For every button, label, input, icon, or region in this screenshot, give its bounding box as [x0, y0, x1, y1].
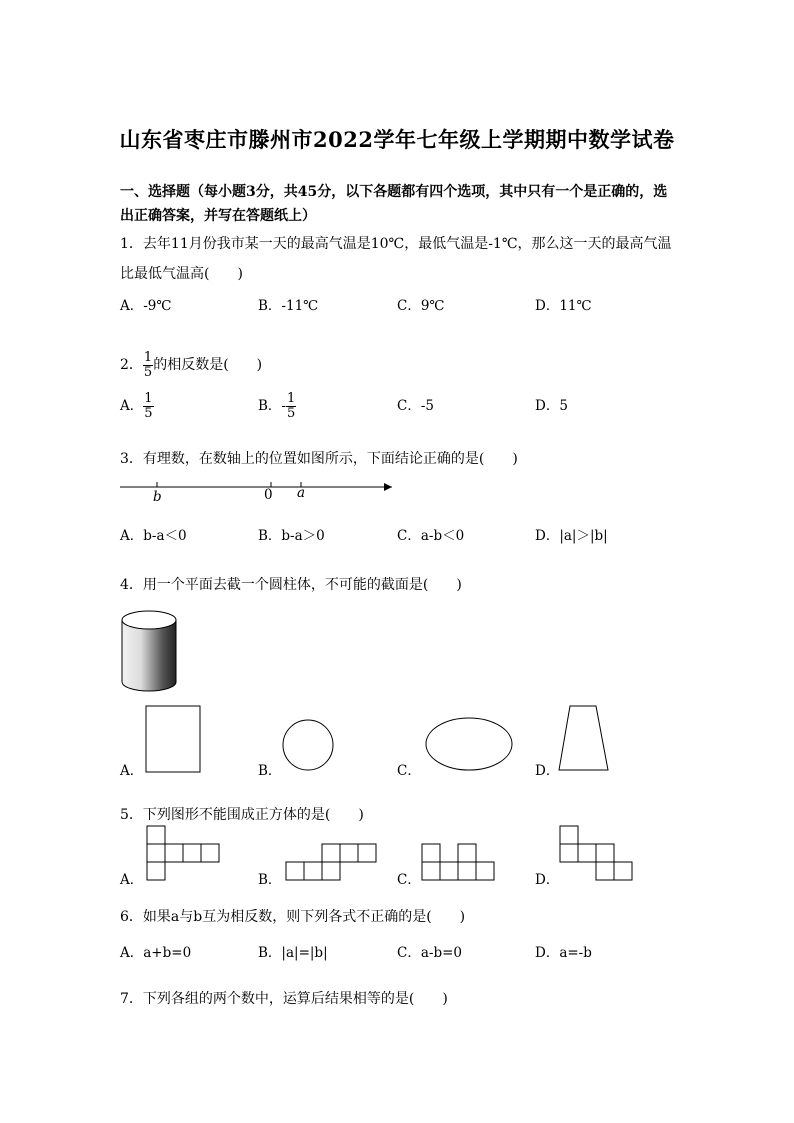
question-5-options	[120, 868, 680, 892]
axis-label-b: b	[153, 489, 162, 505]
question-6-options	[120, 941, 680, 965]
option-c: C．a-b=0	[397, 945, 462, 961]
option-d: D．5	[535, 398, 568, 414]
option-b: B．	[258, 872, 282, 888]
option-a: A．	[120, 872, 144, 888]
option-b: B．b-a＞0	[258, 528, 325, 544]
option-d: D．	[535, 872, 560, 888]
axis-label-zero: 0	[264, 487, 273, 503]
option-b: B．- $\frac{1}{5}$	[258, 391, 296, 421]
axis-label-a: a	[297, 485, 306, 501]
option-b: B．|a|=|b|	[258, 945, 328, 961]
option-a: A． $\frac{1}{5}$	[120, 391, 153, 421]
option-b: B．-11℃	[258, 298, 319, 314]
option-c: C．-5	[397, 398, 434, 414]
option-c: C．a-b＜0	[397, 528, 465, 544]
option-d: D．|a|＞|b|	[535, 528, 608, 544]
option-c: C．	[397, 872, 421, 888]
page-title: 山东省枣庄市滕州市2022学年七年级上学期期中数学试卷	[119, 127, 675, 152]
option-b: B．	[258, 763, 282, 779]
option-d: D．11℃	[535, 298, 592, 314]
option-a: A．	[120, 763, 144, 779]
question-3-stem: 3．有理数，在数轴上的位置如图所示，下面结论正确的是( )	[120, 451, 518, 467]
option-d: D．	[535, 763, 560, 779]
stem-tail: 的相反数是( )	[153, 357, 263, 373]
question-7-stem: 7．下列各组的两个数中，运算后结果相等的是( )	[120, 991, 448, 1007]
option-a: A．-9℃	[120, 298, 172, 314]
option-c: C．	[397, 763, 421, 779]
question-1-stem: 1．去年11月份我市某一天的最高气温是10℃，最低气温是-1℃，那么这一天的最高气温比最低气温高( )	[120, 236, 672, 282]
question-5-stem: 5．下列图形不能围成正方体的是( )	[120, 807, 364, 823]
option-a: A．a+b=0	[120, 945, 192, 961]
fraction: $\frac{1}{5}$	[143, 349, 153, 380]
option-a: A．b-a＜0	[120, 528, 187, 544]
question-6-stem: 6．如果a与b互为相反数，则下列各式不正确的是( )	[120, 909, 466, 925]
option-d: D．a=-b	[535, 945, 592, 961]
question-4-stem: 4．用一个平面去截一个圆柱体，不可能的截面是( )	[120, 577, 462, 593]
section-heading: 一、选择题（每小题3分，共45分，以下各题都有四个选项，其中只有一个是正确的，选出正确答案，并写在答题纸上）	[120, 184, 668, 224]
question-number: 2．	[120, 357, 143, 373]
option-c: C．9℃	[397, 298, 445, 314]
